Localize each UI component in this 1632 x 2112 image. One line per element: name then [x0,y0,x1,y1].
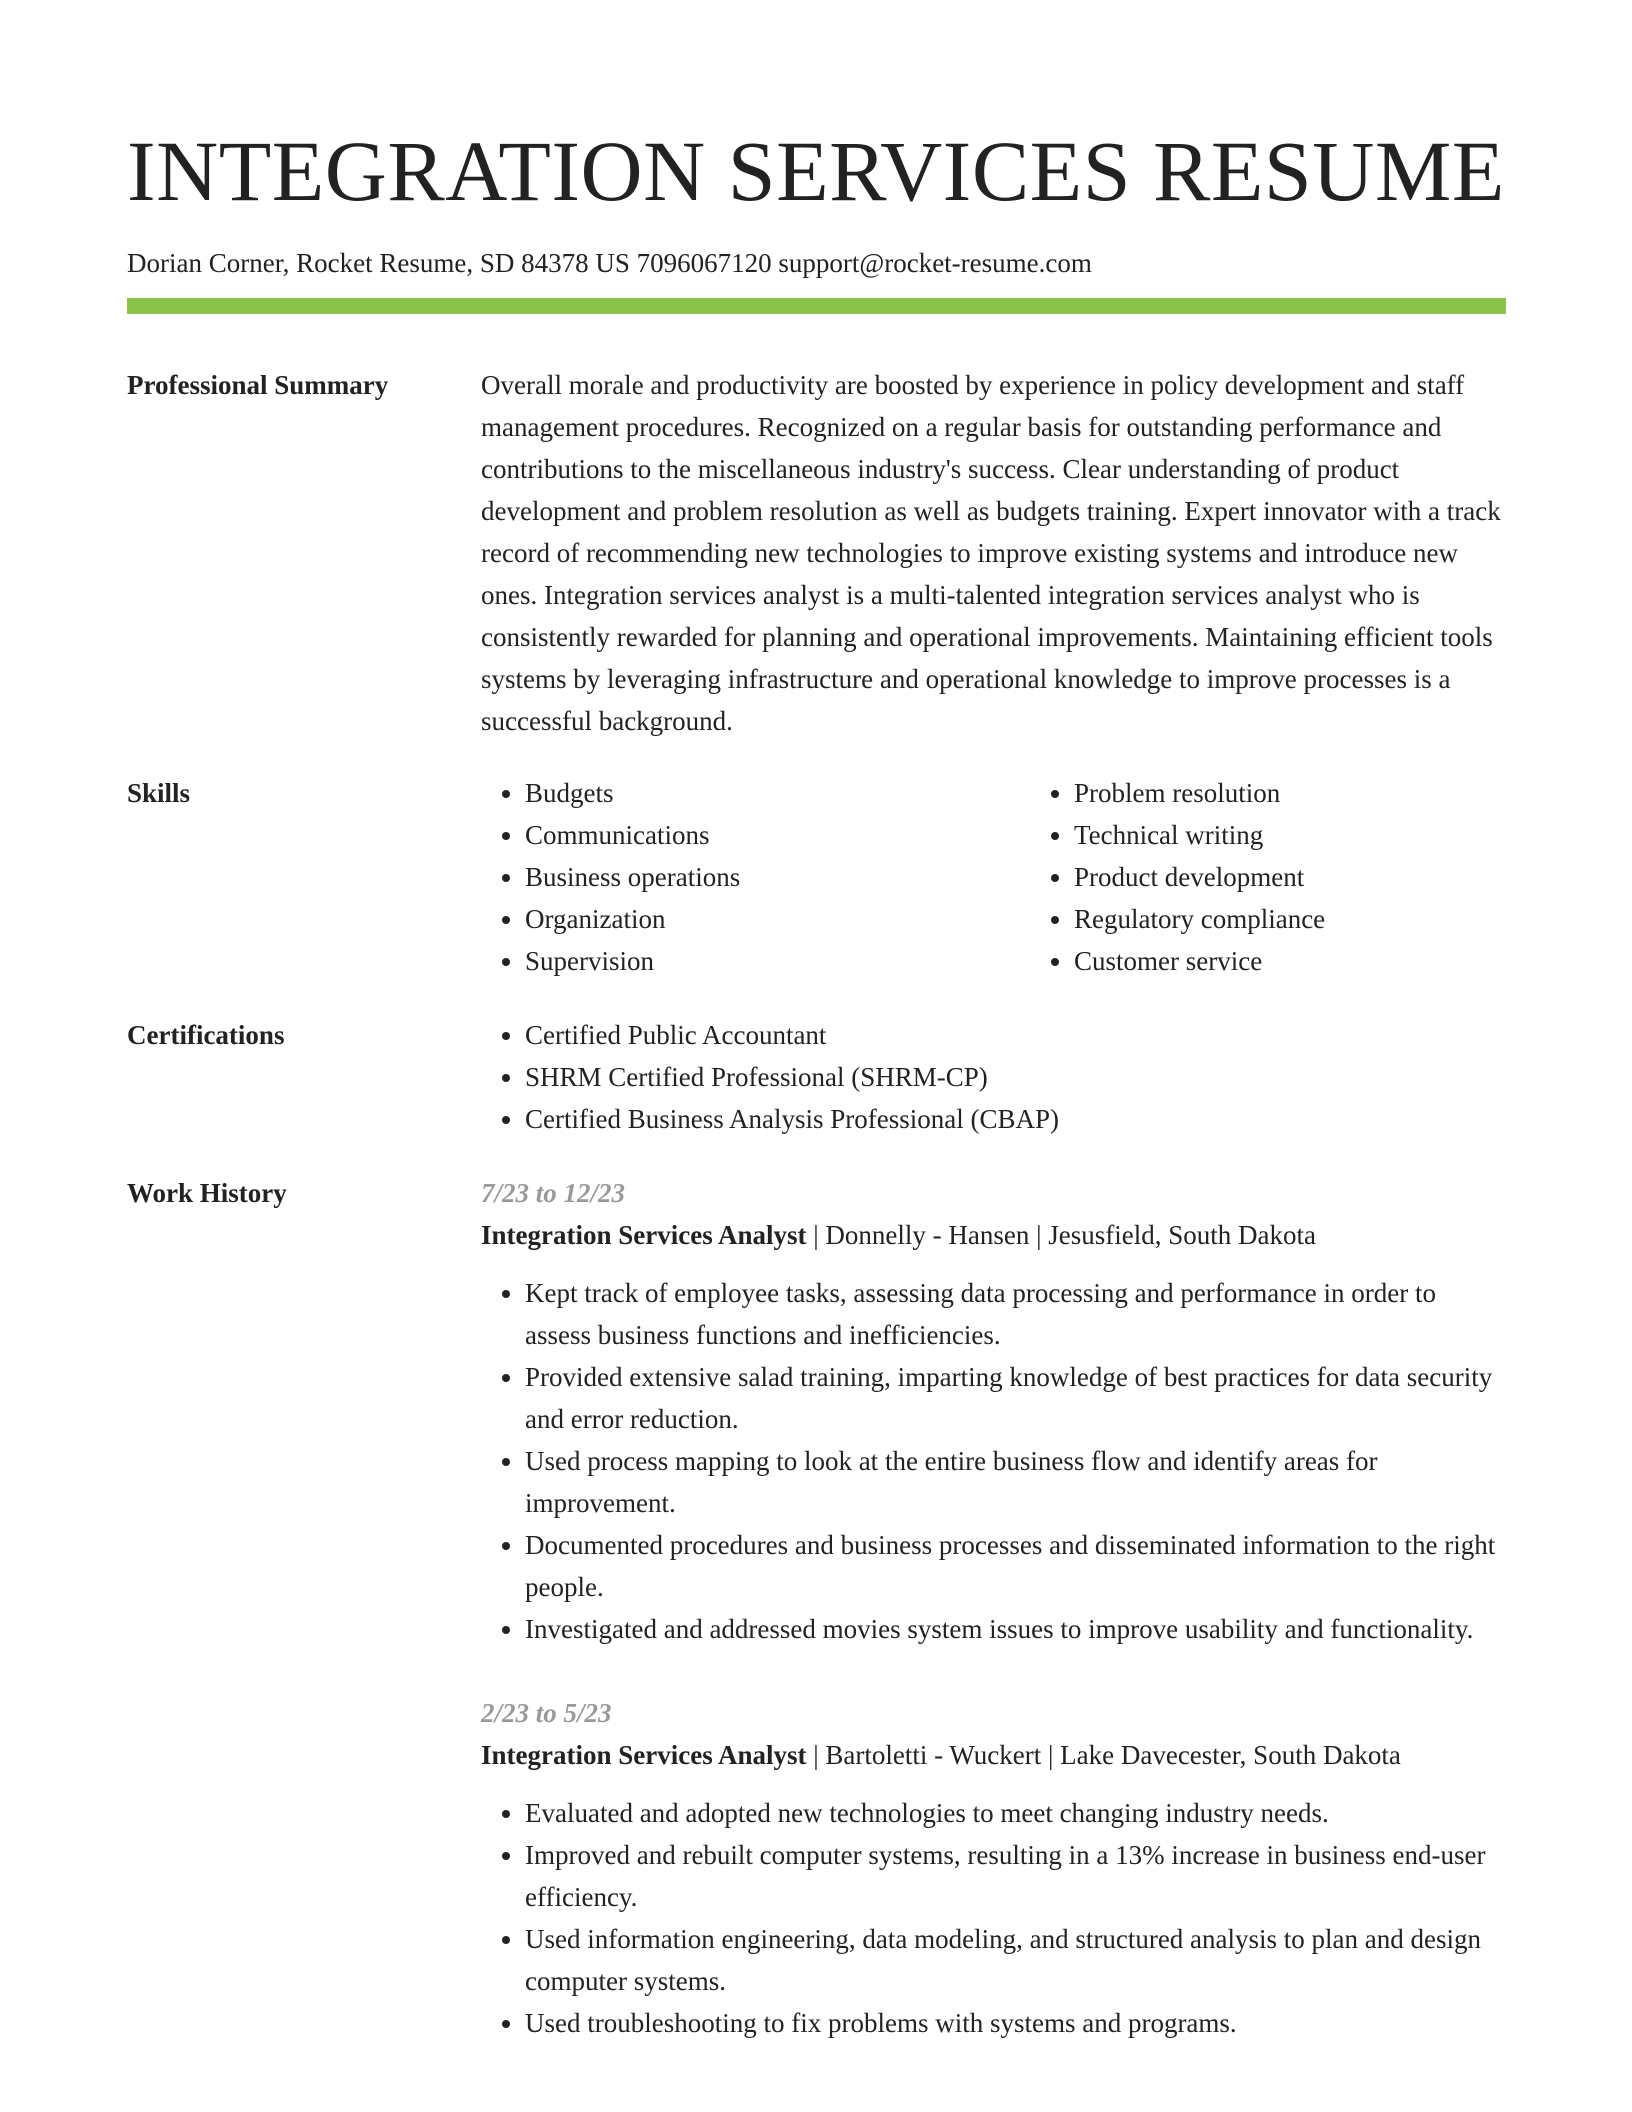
skill-item: • Supervision [525,940,1030,982]
job-bullet: • Investigated and addressed movies system issues to improve usability and functionality. [525,1608,1506,1650]
job-title: Integration Services Analyst [481,1220,807,1250]
certification-item: • Certified Public Accountant [525,1014,1506,1056]
resume-page [127,0,1506,2044]
resume-title: INTEGRATION SERVICES RESUME [127,123,1505,219]
job-dates: 2/23 to 5/23 [481,1698,612,1728]
certifications-section [127,1014,1506,1140]
contact-info: Dorian Corner, Rocket Resume, SD 84378 US 7096067120 support@rocket-resume.com [127,248,1092,278]
job-company-location: | Donnelly - Hansen | Jesusfield, South Dakota [806,1220,1316,1250]
job-bullet: • Provided extensive salad training, imparting knowledge of best practices for data security and error reduction. [525,1356,1506,1440]
certification-item: • SHRM Certified Professional (SHRM-CP) [525,1056,1506,1098]
job-bullet: • Evaluated and adopted new technologies to meet changing industry needs. [525,1792,1506,1834]
skill-item: • Technical writing [1074,814,1579,856]
certifications-content [481,1014,1506,1140]
summary-text: Overall morale and productivity are boosted by experience in policy development and staff management procedures. Recognized on a regular basis for outstanding performance and contributions to the miscellaneous industry's success. Clear understanding of product development and problem resolution as well as budgets training. Expert innovator with a track record of recommending new technologies to improve existing systems and introduce new ones. Integration services analyst is a multi-talented integration services analyst who is consistently rewarded for planning and operational improvements. Maintaining efficient tools systems by leveraging infrastructure and operational knowledge to improve processes is a successful background. [481,370,1501,736]
skills-list-right [1030,772,1579,982]
summary-content [481,364,1506,742]
skill-item: • Problem resolution [1074,772,1579,814]
job-entry [481,1172,1506,1650]
job-bullet: • Kept track of employee tasks, assessing data processing and performance in order to assess business functions and inefficiencies. [525,1272,1506,1356]
skill-item: • Organization [525,898,1030,940]
work-history-content [481,1172,1506,2044]
job-bullet: • Documented procedures and business processes and disseminated information to the right people. [525,1524,1506,1608]
section-label-skills: Skills [127,778,191,808]
certification-item: • Certified Business Analysis Professional (CBAP) [525,1098,1506,1140]
certifications-list [481,1014,1506,1140]
skill-item: • Communications [525,814,1030,856]
professional-summary-section [127,364,1506,742]
job-bullet: • Improved and rebuilt computer systems, resulting in a 13% increase in business end-user efficiency. [525,1834,1506,1918]
job-title: Integration Services Analyst [481,1740,807,1770]
section-label-certifications: Certifications [127,1020,285,1050]
job-dates: 7/23 to 12/23 [481,1178,626,1208]
job-header [481,1214,1506,1256]
job-bullets [481,1792,1506,2044]
job-bullet: • Used troubleshooting to fix problems with systems and programs. [525,2002,1506,2044]
job-header [481,1734,1506,1776]
job-bullet: • Used information engineering, data modeling, and structured analysis to plan and design computer systems. [525,1918,1506,2002]
skill-item: • Customer service [1074,940,1579,982]
skill-item: • Budgets [525,772,1030,814]
job-bullets [481,1272,1506,1650]
accent-divider [127,298,1506,314]
skill-item: • Regulatory compliance [1074,898,1579,940]
skills-section [127,772,1506,982]
section-label-work-history: Work History [127,1178,287,1208]
skills-content [481,772,1579,982]
skills-columns [481,772,1579,982]
skills-list-left [481,772,1030,982]
work-history-section [127,1172,1506,2044]
skill-item: • Product development [1074,856,1579,898]
skill-item: • Business operations [525,856,1030,898]
job-entry [481,1692,1506,2044]
job-company-location: | Bartoletti - Wuckert | Lake Davecester, South Dakota [806,1740,1401,1770]
section-label-summary: Professional Summary [127,370,389,400]
job-bullet: • Used process mapping to look at the entire business flow and identify areas for improvement. [525,1440,1506,1524]
